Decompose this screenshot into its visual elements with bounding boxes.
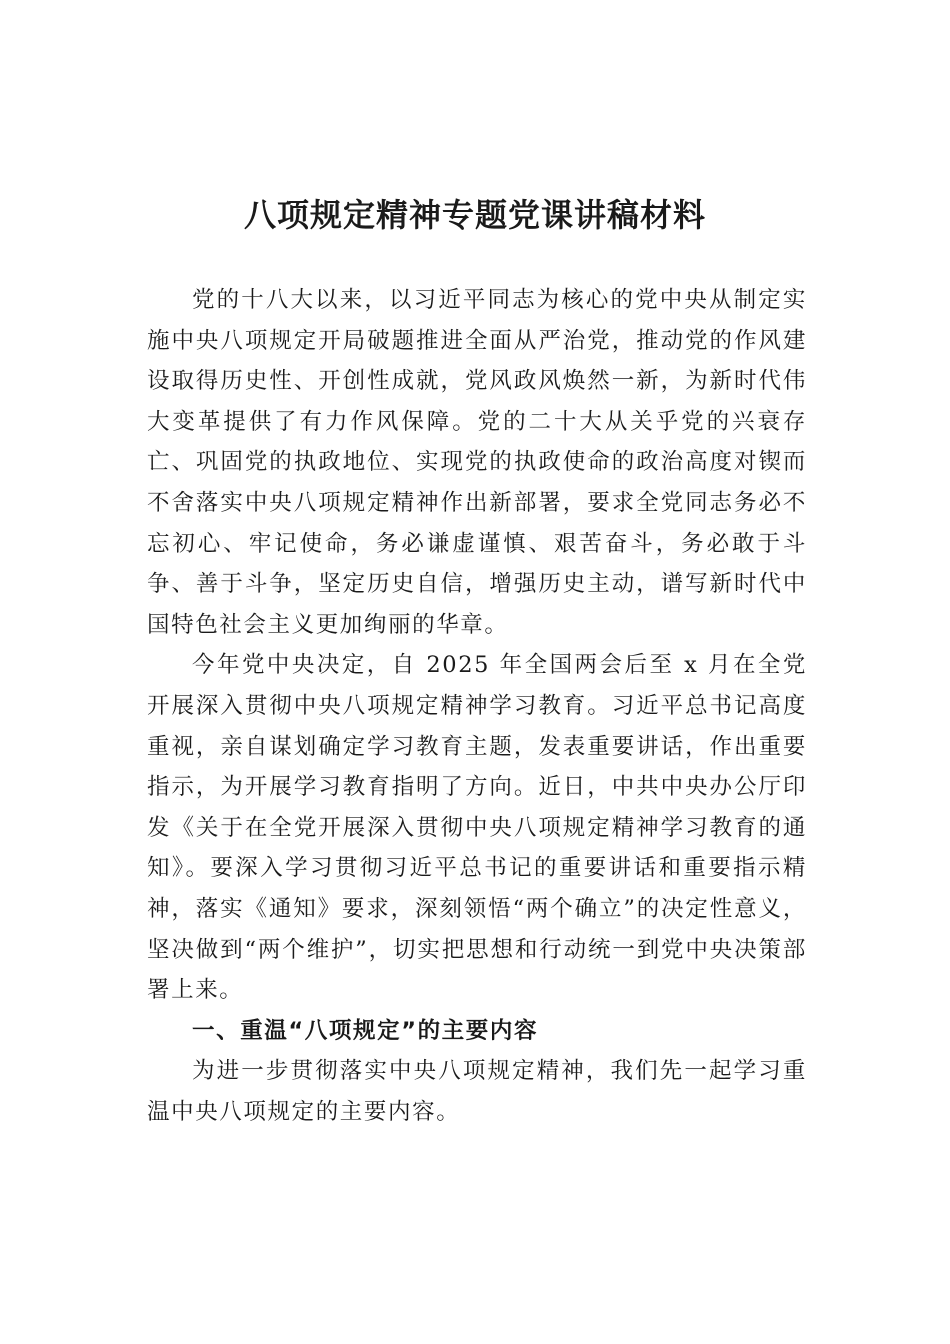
body-paragraph-2: 今年党中央决定，自 2025 年全国两会后至 x 月在全党开展深入贯彻中央八项规定精神学习教育。习近平总书记高度重视，亲自谋划确定学习教育主题，发表重要讲话，作出重要指示，为开展学习教育指明了方向。近日，中共中央办公厅印发《关于在全党开展深入贯彻中央八项规定精神学习教育的通知》。要深入学习贯彻习近平总书记的重要讲话和重要指示精神，落实《通知》要求，深刻领悟“两个确立”的决定性意义，坚决做到“两个维护”，切实把思想和行动统一到党中央决策部署上来。: [147, 652, 807, 1004]
section-heading: 一、重温“八项规定”的主要内容: [192, 1017, 539, 1044]
body-paragraph-1: 党的十八大以来，以习近平同志为核心的党中央从制定实施中央八项规定开局破题推进全面从严治党，推动党的作风建设取得历史性、开创性成就，党风政风焕然一新，为新时代伟大变革提供了有力作风保障。党的二十大从关乎党的兴衰存亡、巩固党的执政地位、实现党的执政使命的政治高度对锲而不舍落实中央八项规定精神作出新部署，要求全党同志务必不忘初心、牢记使命，务必谦虚谨慎、艰苦奋斗，务必敢于斗争、善于斗争，坚定历史自信，增强历史主动，谱写新时代中国特色社会主义更加绚丽的华章。: [147, 287, 807, 638]
document-title: 八项规定精神专题党课讲稿材料: [243, 196, 706, 235]
document-body: [147, 280, 807, 1132]
section-paragraph: 为进一步贯彻落实中央八项规定精神，我们先一起学习重温中央八项规定的主要内容。: [147, 1058, 807, 1125]
